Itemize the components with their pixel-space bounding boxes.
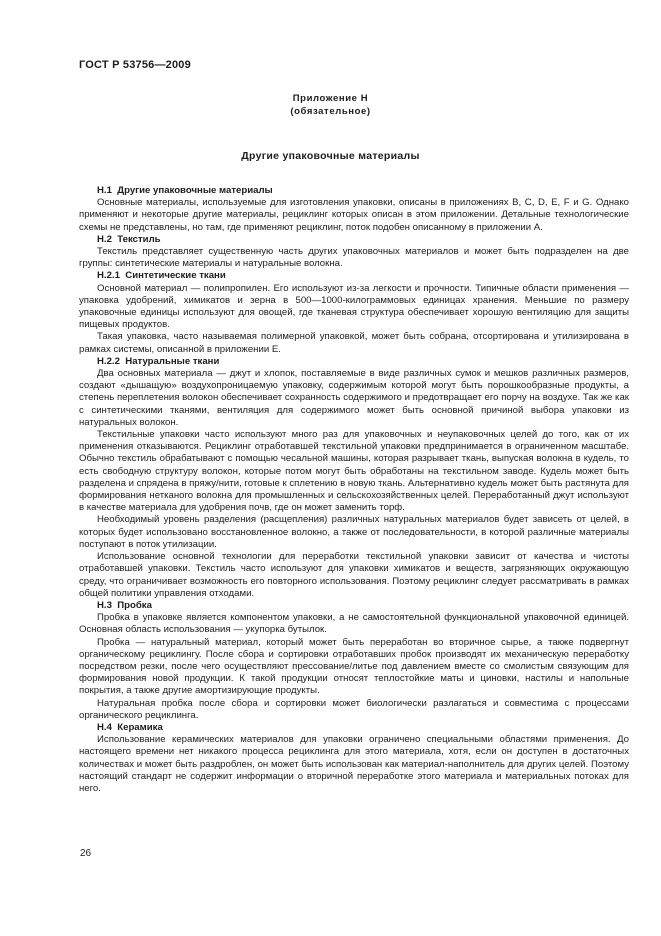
section-heading-h2-2: Н.2.2 Натуральные ткани (97, 355, 220, 367)
section-h2-2-paragraph-1: Два основных материала — джут и хлопок, поставляемые в виде различных сумок и мешков различных размеров, создают «дышащую» воздухопроницаемую упаковку, содержимым которой могут быть порошкообразные продукты, а степень переплетения волокон обеспечивает сохранность содержимого и предотвращает его порчу на воздухе. Так же как с синтетическими тканями, вентиляция для содержимого может быть основной причиной выбора упаковки из натуральных волокон. (79, 368, 629, 428)
section-h3-paragraph-1: Пробка в упаковке является компонентом упаковки, а не самостоятельной функциональной упаковочной единицей. Основная область использования — укупорка бутылок. (79, 612, 629, 636)
section-h2-2-paragraph-4: Использование основной технологии для переработки текстильной упаковки зависит от качества и чистоты отработавшей упаковки. Текстиль часто используют для упаковки химикатов и веществ, загрязняющих окружающую среду, что ограничивает возможность его повторного использования. Поэтому рециклинг следует рассматривать в рамках общей политики управления отходами. (79, 551, 629, 599)
page-number: 26 (80, 848, 92, 859)
appendix-type: (обязательное) (290, 106, 371, 117)
section-h1-paragraph-1: Основные материалы, используемые для изготовления упаковки, описаны в приложениях B, C, D, E, F и G. Однако применяют и некоторые другие материалы, рециклинг которых описан в этом приложении. Детальные технологические схемы не представлены, но там, где применяют рециклинг, поток подобен описанному в приложении А. (79, 197, 629, 233)
section-h2-1-paragraph-2: Такая упаковка, часто называемая полимерной упаковкой, может быть собрана, отсортирована и утилизирована в рамках системы, описанной в приложении Е. (79, 331, 629, 355)
section-heading-h4: Н.4 Керамика (97, 721, 163, 733)
section-h3-paragraph-2: Пробка — натуральный материал, который может быть переработан во вторичное сырье, а также подвергнут органическому рециклингу. После сбора и сортировки отработавших пробок производят их механическую переработку посредством резки, после чего осуществляют прессование/литье под давлением вместе со смолистым связующим для формирования новой продукции. К такой продукции относят теплостойкие маты и циновки, настилы и напольные покрытия, а также другие амортизирующие продукты. (79, 636, 629, 697)
doc-number: ГОСТ Р 53756—2009 (79, 59, 191, 71)
document-body (79, 185, 629, 795)
section-h2-1-paragraph-1: Основной материал — полипропилен. Его используют из-за легкости и прочности. Типичные области применения — упаковка удобрений, химикатов и зерна в 500—1000-килограммовых единицах хранения. Меньшие по размеру упаковочные единицы используют для овощей, где тканевая структура обеспечивает хорошую вентиляцию для защиты пищевых продуктов. (79, 282, 629, 331)
section-heading-h2-1: Н.2.1 Синтетические ткани (97, 270, 226, 282)
section-h4-paragraph-1: Использование керамических материалов для упаковки ограничено специальными областями применения. До настоящего времени нет никакого процесса рециклинга для этого материала, хотя, если он доступен в достаточных количествах и может быть раздроблен, он может быть использован как материал-наполнитель для других целей. Поэтому настоящий стандарт не содержит информации о вторичной переработке этого материала и материальных потоках для него. (79, 734, 629, 794)
appendix-block (0, 92, 661, 118)
section-h2-2-paragraph-3: Необходимый уровень разделения (расщепления) различных натуральных материалов будет зависеть от целей, в которых будет использовано восстановленное волокно, а также от последовательности, в которой различные материалы поступают в поток утилизации. (79, 514, 629, 550)
page-title: Другие упаковочные материалы (241, 150, 420, 162)
section-h2-paragraph-1: Текстиль представляет существенную часть других упаковочных материалов и может быть подразделен на две группы: синтетические материалы и натуральные волокна. (79, 246, 629, 270)
section-heading-h1: Н.1 Другие упаковочные материалы (97, 185, 273, 196)
section-h3-paragraph-3: Натуральная пробка после сбора и сортировки может биологически разлагаться и совместима с процессами органического рециклинга. (79, 697, 629, 721)
section-heading-h2: Н.2 Текстиль (97, 233, 161, 245)
appendix-label: Приложение Н (292, 93, 369, 104)
section-heading-h3: Н.3 Пробка (97, 599, 152, 611)
section-h2-2-paragraph-2: Текстильные упаковки часто используют много раз для упаковочных и неупаковочных целей до того, как от их применения отказываются. Рециклинг отработавшей текстильной упаковки предпринимается в ограниченном масштабе. Обычно текстиль обрабатывают с помощью чесальной машины, которая разрывает ткань, выпуская волокна в кудель, то есть свободную структуру волокон, которые потом могут быть обработаны на текстильном заводе. Кудель может быть разделена и спрядена в пряжу/нити, готовые к сплетению в новую ткань. Альтернативно кудель может быть растянута для формирования нетканого волокна для промышленных и сельскохозяйственных целей. Переработанный джут используют в качестве материала для удобрения почв, где он может заменить торф. (79, 429, 629, 514)
